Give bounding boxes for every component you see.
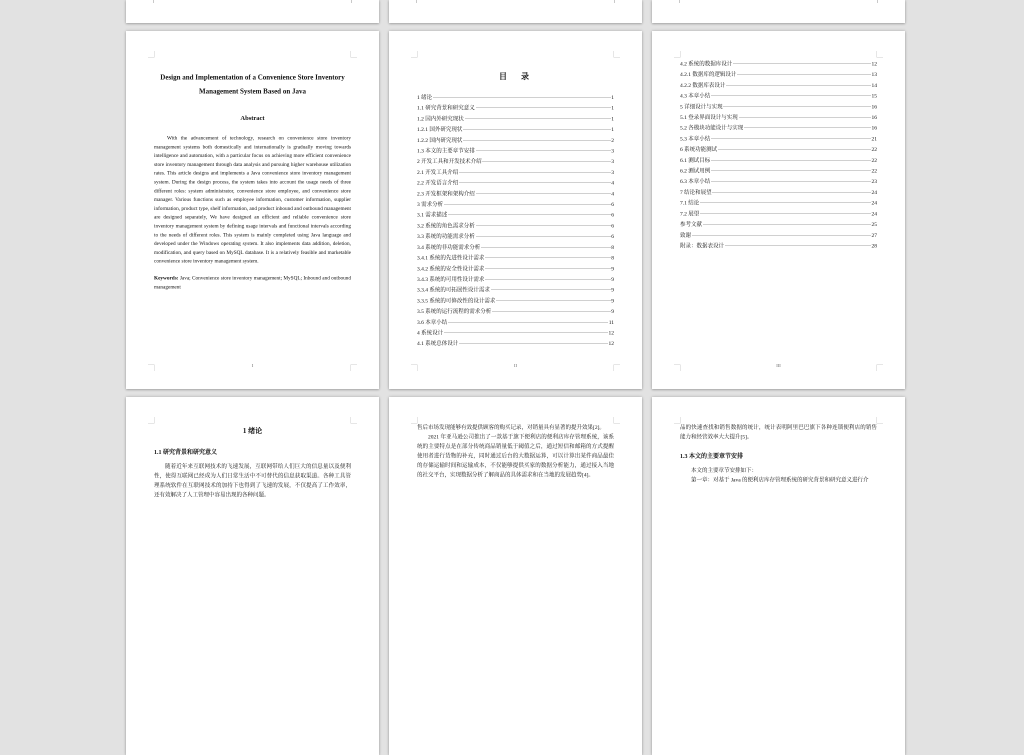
toc-entry: 2.1 开发工具介绍 3 <box>417 169 614 176</box>
toc-entry: 4 系统设计 12 <box>417 329 614 336</box>
dot-leader <box>485 268 610 269</box>
toc-entry: 6.2 测试用例 22 <box>680 168 877 175</box>
toc-entry: 1.2.1 国外研究现状 1 <box>417 126 614 133</box>
crop-mark <box>877 51 884 58</box>
crop-mark <box>148 51 155 58</box>
dot-leader <box>433 97 610 98</box>
dot-leader <box>463 140 610 141</box>
dot-leader <box>459 343 607 344</box>
toc-entry: 4.1 系统总体设计 12 <box>417 340 614 347</box>
crop-mark <box>416 0 417 3</box>
keywords-text: Java; Convenience store inventory management; MySQL; Inbound and outbound management <box>154 275 351 290</box>
toc-entry: 4.2.2 数据库表设计 14 <box>680 82 877 89</box>
toc-entry: 3.4.3 系统的可用性设计需求 9 <box>417 276 614 283</box>
toc-heading: 目 录 <box>498 72 532 81</box>
page-partial-top-1[interactable] <box>126 0 379 23</box>
toc-entry: 6.1 测试目标 22 <box>680 157 877 164</box>
dot-leader <box>476 108 611 109</box>
body-paragraph: 第一章：对基于 Java 的便利店库存管理系统的研究背景和研究意义进行介 <box>691 477 869 483</box>
dot-leader <box>700 213 870 214</box>
page-chapter1-arrangement[interactable] <box>652 397 905 755</box>
toc-entry: 3.1 需求描述 6 <box>417 212 614 219</box>
section-heading-1-3: 1.3 本文的主要章节安排 <box>680 452 744 460</box>
toc-entry: 7.1 结论 24 <box>680 200 877 207</box>
crop-mark <box>614 417 621 424</box>
dot-leader <box>724 106 871 107</box>
keywords-label: Keywords: <box>154 275 179 281</box>
dot-leader <box>459 172 610 173</box>
dot-leader <box>692 235 871 236</box>
toc-entry: 1.2 国内外研究现状 1 <box>417 115 614 122</box>
crop-mark <box>411 51 418 58</box>
page-partial-top-3[interactable] <box>652 0 905 23</box>
dot-leader <box>465 118 611 119</box>
toc-entry: 3.4.2 系统的安全性设计需求 9 <box>417 265 614 272</box>
crop-mark <box>351 51 358 58</box>
toc-entry: 3.4 系统的非功能需求分析 8 <box>417 244 614 251</box>
abstract-keywords <box>154 274 351 292</box>
toc-entry: 4.2.1 数据库的逻辑设计 13 <box>680 71 877 78</box>
page-toc-2[interactable] <box>652 31 905 389</box>
toc-entry: 5.2 各模块功能设计与实现 16 <box>680 125 877 132</box>
toc-entry: 致谢 27 <box>680 232 877 239</box>
page-chapter1-intro[interactable] <box>126 397 379 755</box>
crop-mark <box>679 0 680 3</box>
page-toc-1[interactable] <box>389 31 642 389</box>
dot-leader <box>485 279 610 280</box>
dot-leader <box>476 151 611 152</box>
toc-entry: 3 需求分析 6 <box>417 201 614 208</box>
dot-leader <box>726 85 870 86</box>
toc-entry: 7.2 展望 24 <box>680 210 877 217</box>
dot-leader <box>496 300 610 301</box>
toc-list-1 <box>417 93 614 350</box>
dot-leader <box>476 193 611 194</box>
crop-mark <box>351 417 358 424</box>
page-number: I <box>251 363 254 368</box>
toc-entry: 1 绪论 1 <box>417 94 614 101</box>
toc-entry: 3.5 系统的运行流程的需求分析 9 <box>417 308 614 315</box>
dot-leader <box>737 74 870 75</box>
dot-leader <box>700 203 870 204</box>
toc-entry: 3.6 本章小结 11 <box>417 319 614 326</box>
toc-entry: 2 开发工具和开发技术介绍 3 <box>417 158 614 165</box>
toc-entry: 参考文献 25 <box>680 221 877 228</box>
toc-entry: 5.1 登录界面设计与实现 16 <box>680 114 877 121</box>
toc-entry: 4.2 系统的数据库设计 12 <box>680 61 877 67</box>
dot-leader <box>725 245 871 246</box>
toc-entry: 4.3 本章小结 15 <box>680 93 877 100</box>
document-title-line1: Design and Implementation of a Convenience Store Inventory <box>160 74 345 82</box>
dot-leader <box>491 290 610 291</box>
crop-mark <box>877 0 878 3</box>
toc-entry: 5 详细设计与实现 16 <box>680 103 877 110</box>
dot-leader <box>483 161 611 162</box>
crop-mark <box>411 417 418 424</box>
dot-leader <box>711 171 870 172</box>
dot-leader <box>444 332 607 333</box>
dot-leader <box>481 247 610 248</box>
chapter-heading: 1 绪论 <box>242 427 263 435</box>
dot-leader <box>733 64 870 65</box>
dot-leader <box>739 117 871 118</box>
toc-entry: 1.1 研究背景和研究意义 1 <box>417 105 614 112</box>
dot-leader <box>492 311 610 312</box>
abstract-paragraph: With the advancement of technology, research on convenience store inventory management systems both domestically and internationally is gradually moving towards intelligence and automation, with a particular focus on achieving more efficient convenience store inventory management through data analysis and pursuing higher warehouse utilization rates. This article designs and implements a Java convenience store inventory management system. During the design process, the system takes into account the usage needs of three different roles: system administrator, convenience store employee, and convenience store manager. Various functions such as employee information, customer information, supplier information, product type, shelf information, and product inbound and outbound management are designed separately, We have designed an efficient and reliable convenience store inventory management system by defining usage intervals and functional intervals according to the needs of different roles. This system is mainly completed using Java language and developed under the Windows operating system. It also implements data addition, deletion, modification, and query based on MySQL database. It is a relatively feasible and marketable convenience store inventory management system. <box>154 135 351 265</box>
toc-entry: 2.2 开发语言介绍 4 <box>417 180 614 187</box>
dot-leader <box>459 183 610 184</box>
dot-leader <box>713 192 871 193</box>
dot-leader <box>718 149 870 150</box>
body-paragraph: 本文的主要章节安排如下： <box>691 467 757 474</box>
dot-leader <box>448 322 607 323</box>
page-chapter1-continued[interactable] <box>389 397 642 755</box>
body-paragraph: 2021 年亚马逊公司推出了一款基于旗下便利店的便利店库存管理系统，该系统的主要特点是在部分传统商品销量低于阈值之后，通过短信和邮箱的方式提醒使用者进行货物的补充，同时通过后台的大数据运算，可以计算出某件商品最佳的存储运输时间和运输成本，不仅能够提供买家的数据分析能力，通过接入当地的社交平台，实现数据分析了解商品的具体需求和在当地的发展趋势[4]。 <box>417 434 614 478</box>
crop-mark <box>674 51 681 58</box>
toc-entry: 3.4.1 系统的先进性设计需求 8 <box>417 255 614 262</box>
dot-leader <box>711 138 870 139</box>
dot-leader <box>711 160 870 161</box>
dot-leader <box>485 258 610 259</box>
toc-entry: 3.3 系统的功能需求分析 6 <box>417 233 614 240</box>
dot-leader <box>711 96 870 97</box>
page-abstract[interactable] <box>126 31 379 389</box>
toc-entry: 7 结论和展望 24 <box>680 189 877 196</box>
toc-entry: 1.2.2 国内研究现状 2 <box>417 137 614 144</box>
body-paragraph: 品的快速查找和销售数据的统计，统计表明阿里巴巴旗下各种连锁便利店的销售能力和经营效率大大提升[5]。 <box>680 424 877 440</box>
page-partial-top-2[interactable] <box>389 0 642 23</box>
dot-leader <box>463 129 610 130</box>
dot-leader <box>703 224 871 225</box>
toc-entry: 3.2 系统的角色需求分析 6 <box>417 222 614 229</box>
toc-entry: 附录：数据表设计 28 <box>680 242 877 249</box>
section-heading-1-1: 1.1 研究背景和研究意义 <box>154 448 218 456</box>
body-paragraph: 售后市场发现能够有效提供顾客的购买记录，对销量具有显著的提升效果[2]。 <box>417 424 605 431</box>
crop-mark <box>614 0 615 3</box>
crop-mark <box>153 0 154 3</box>
abstract-heading: Abstract <box>240 114 265 122</box>
crop-mark <box>674 417 681 424</box>
toc-entry: 3.3.4 系统的可拓展性设计需求 9 <box>417 287 614 294</box>
dot-leader <box>744 128 870 129</box>
toc-entry: 6.3 本章小结 23 <box>680 178 877 185</box>
toc-entry: 6 系统功能测试 22 <box>680 146 877 153</box>
crop-mark <box>148 417 155 424</box>
dot-leader <box>476 225 611 226</box>
crop-mark <box>877 417 884 424</box>
document-title <box>154 71 351 99</box>
dot-leader <box>448 215 610 216</box>
crop-mark <box>351 0 352 3</box>
page-number: II <box>514 363 517 368</box>
toc-entry: 5.3 本章小结 21 <box>680 135 877 142</box>
toc-entry: 3.3.5 系统的可修改性的设计需求 9 <box>417 297 614 304</box>
page-number: III <box>776 363 781 368</box>
toc-entry: 2.3 开发框架和架构介绍 4 <box>417 190 614 197</box>
body-paragraph: 随着近年来互联网技术的飞速发展，互联网带给人们巨大的信息量以及便利性，使得互联网已经成为人们日常生活中不可替代的信息获取渠道。各种工具管理系统软件在互联网技术的加持下也得到了飞速的发展，不仅提高了工作效率，还有效解决了人工管理中容易出现的各种问题。 <box>154 463 351 498</box>
dot-leader <box>444 204 610 205</box>
dot-leader <box>711 181 870 182</box>
dot-leader <box>476 236 611 237</box>
crop-mark <box>614 51 621 58</box>
toc-entry: 1.3 本文的主要章节安排 3 <box>417 148 614 155</box>
document-title-line2: Management System Based on Java <box>199 88 306 96</box>
toc-list-2 <box>680 59 877 252</box>
